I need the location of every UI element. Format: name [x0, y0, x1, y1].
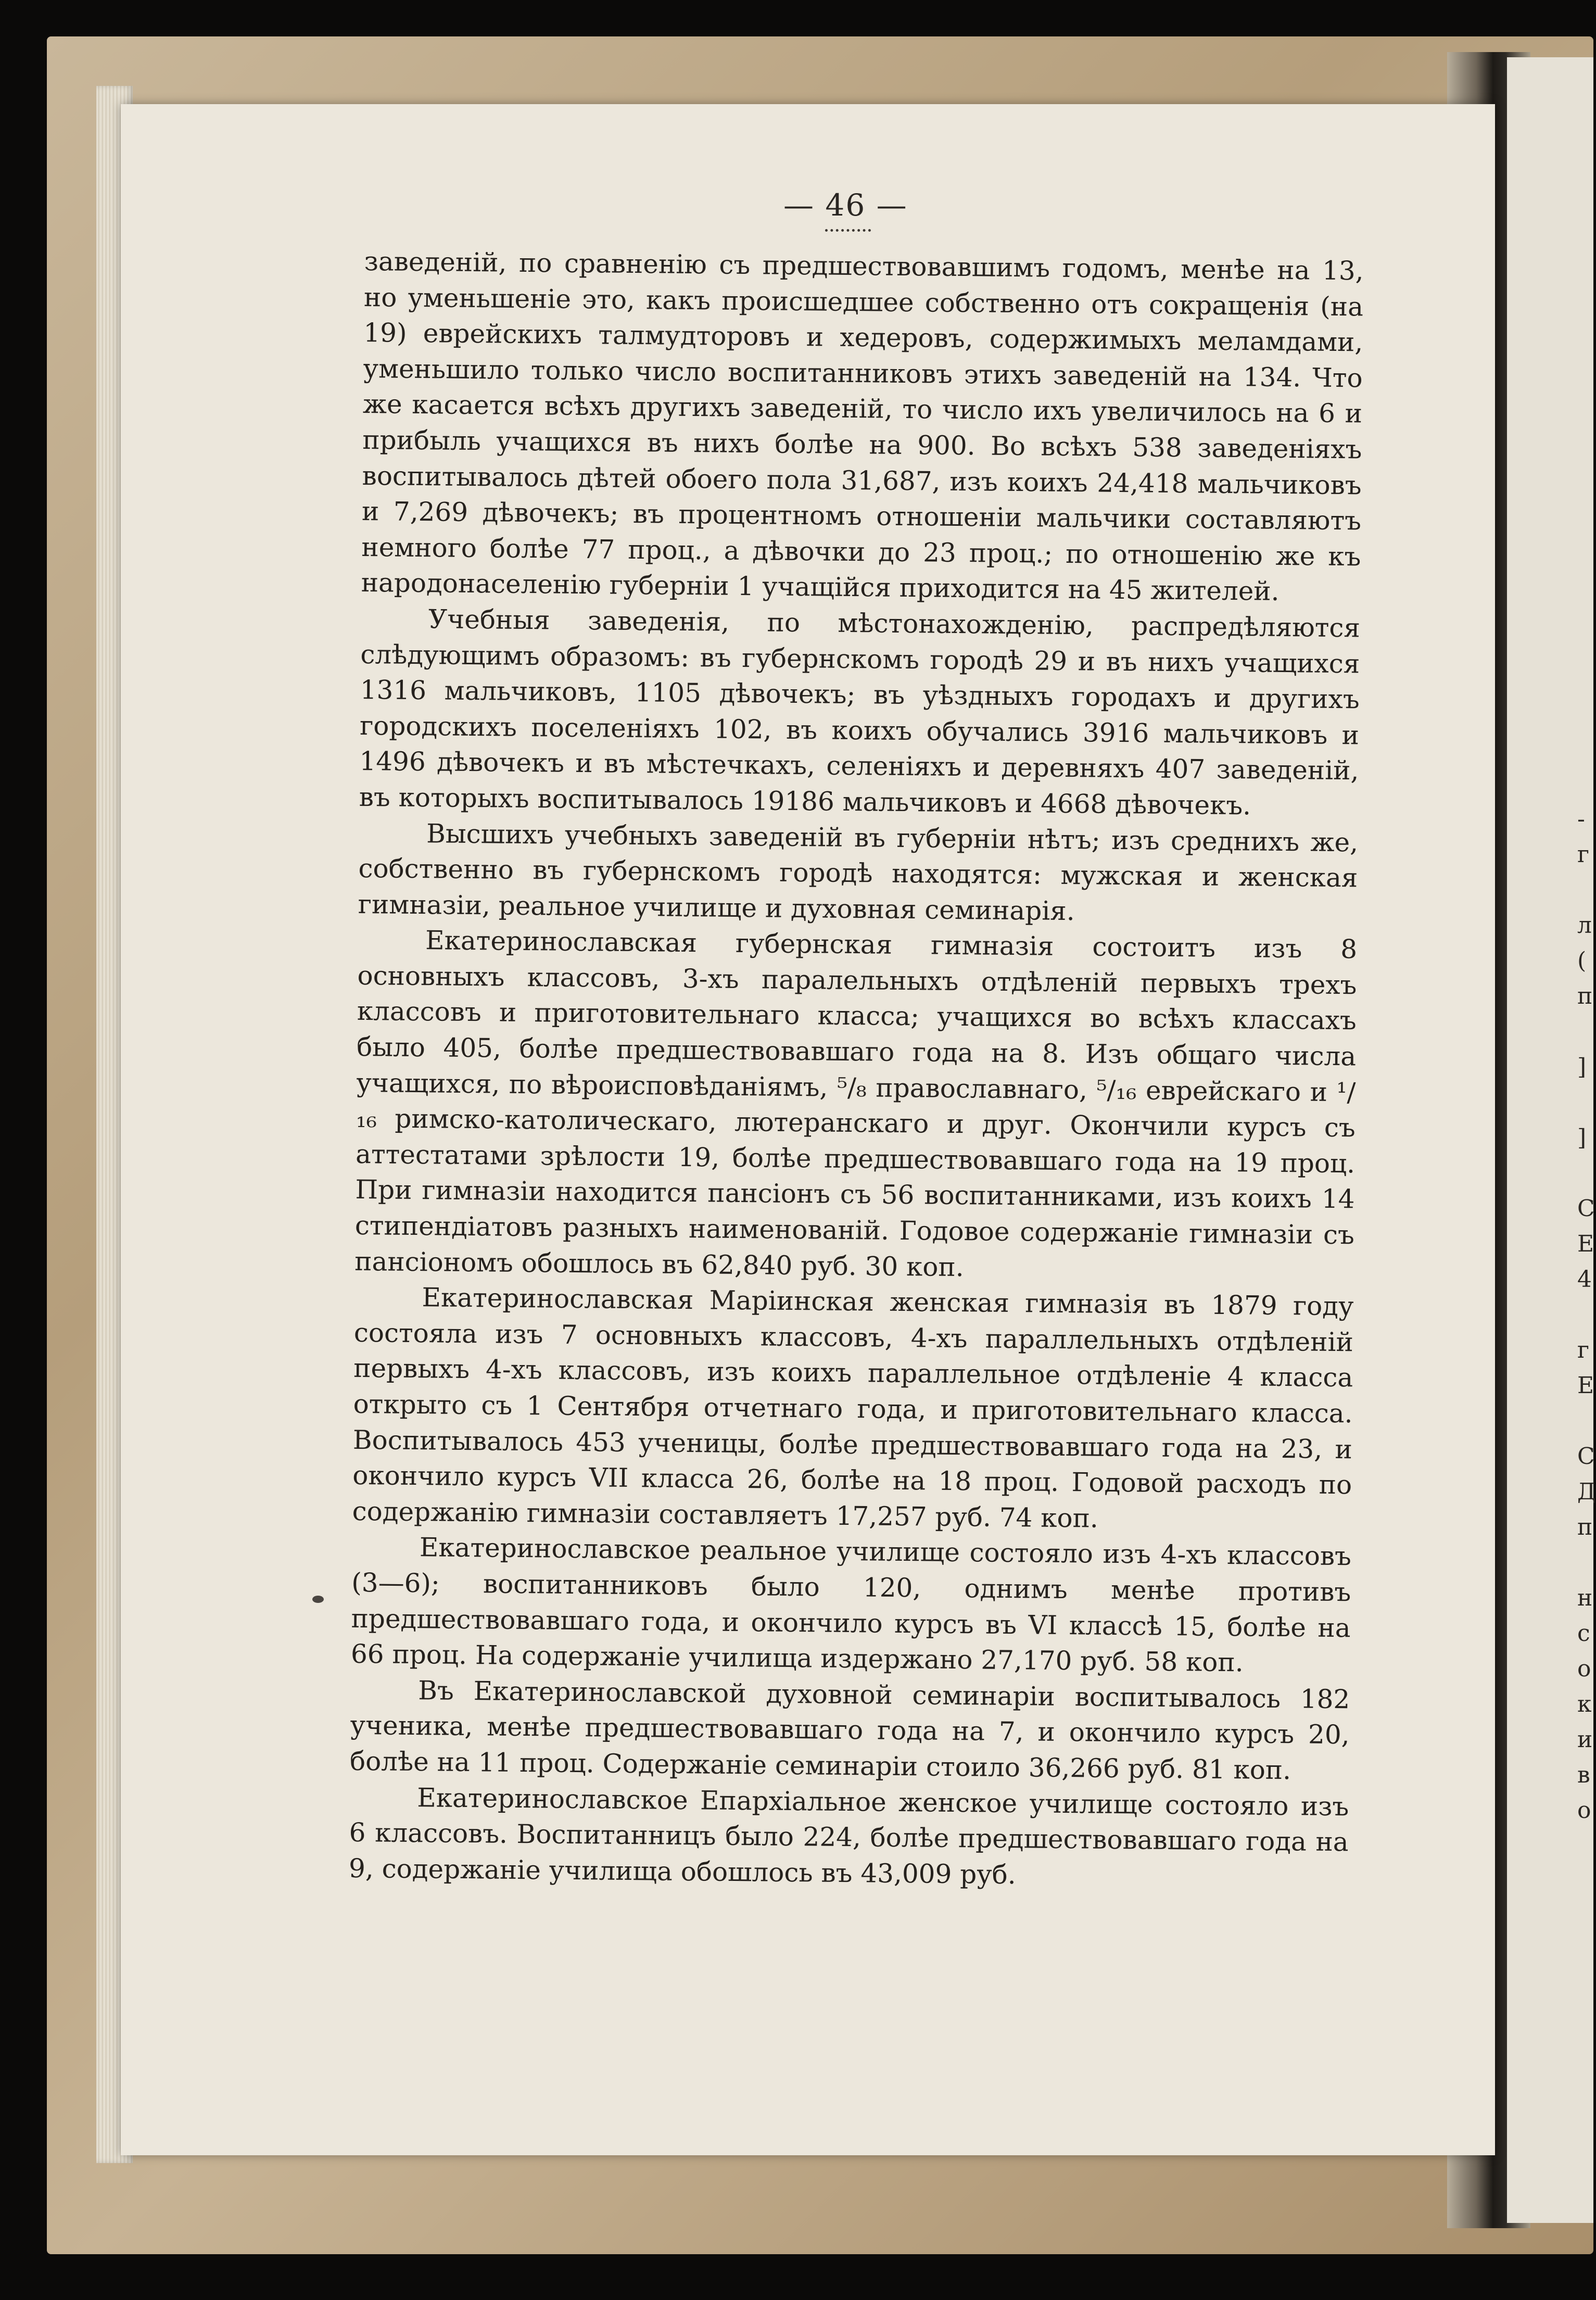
paragraph: Высшихъ учебныхъ заведеній въ губерніи нѣтъ; изъ среднихъ же, собственно въ губернскомъ городѣ находятся: мужская и женская гимназіи, реальное училище и духовная семинарія. — [358, 818, 1359, 926]
facing-page-fragment: - — [1577, 806, 1585, 832]
facing-page-fragment: п — [1577, 1514, 1593, 1540]
paragraph: Екатеринославское реальное училище состояло изъ 4-хъ классовъ (3—6); воспитанниковъ было 120, однимъ менѣе противъ предшествовавшаго года, и окончило курсъ въ VI классѣ 15, болѣе на 66 проц. На содержаніе училища издержано 27,170 руб. 58 коп. — [350, 1532, 1352, 1678]
paragraph: Екатеринославское Епархіальное женское училище состояло изъ 6 классовъ. Воспитанницъ было 224, болѣе предшествовавшаго года на 9, содержаніе училища обошлось въ 43,009 руб. — [348, 1782, 1349, 1890]
facing-page-fragment — [1577, 1014, 1593, 1050]
facing-page-fragment: г — [1577, 1337, 1590, 1363]
facing-page-fragment — [1577, 1156, 1593, 1191]
facing-page-fragment — [1577, 1085, 1593, 1120]
facing-page-fragment — [1577, 1404, 1593, 1439]
facing-page-fragment: Е — [1577, 1231, 1594, 1257]
paragraph: Екатеринославская губернская гимназія состоитъ изъ 8 основныхъ классовъ, 3-хъ паралельныхъ отдѣленій первыхъ трехъ классовъ и приготовительнаго класса; учащихся во всѣхъ классахъ было 405, болѣе предшествовавшаго года на 8. Изъ общаго числа учащихся, по вѣроисповѣданіямъ, ⁵/₈ православнаго, ⁵/₁₆ еврейскаго и ¹/₁₆ римско-католическаго, лютеранскаго и друг. Окончили курсъ съ аттестатами зрѣлости 19, болѣе предшествовавшаго года на 19 проц. При гимназіи находится пансіонъ съ 56 воспитанниками, изъ коихъ 14 стипендіатовъ разныхъ наименованій. Годовое содержаніе гимназіи съ пансіономъ обошлось въ 62,840 руб. 30 коп. — [354, 925, 1358, 1282]
facing-page-fragment: н — [1577, 1585, 1593, 1611]
facing-page-fragment: ( — [1577, 947, 1587, 974]
facing-page-fragment: С — [1577, 1195, 1595, 1222]
facing-page-fragment: и — [1577, 1726, 1593, 1753]
facing-page-fragment: 4 — [1577, 1266, 1592, 1293]
paragraph: заведеній, по сравненію съ предшествовавшимъ годомъ, менѣе на 13, но уменьшеніе это, какъ происшедшее собственно отъ сокращенія (на 19) еврейскихъ талмудторовъ и хедеровъ, содержимыхъ меламдами, уменьшило только число воспитанниковъ этихъ заведеній на 134. Что же касается всѣхъ другихъ заведеній, то число ихъ увеличилось на 6 и прибыль учащихся въ нихъ болѣе на 900. Во всѣхъ 538 заведеніяхъ воспитывалось дѣтей обоего пола 31,687, изъ коихъ 24,418 мальчиковъ и 7,269 дѣвочекъ; въ процентномъ отношеніи мальчики составляютъ немного болѣе 77 проц., а дѣвочки до 23 проц.; по отношенію же къ народонаселенію губерніи 1 учащійся приходится на 45 жителей. — [361, 246, 1364, 607]
page-number: — 46 — — [783, 187, 908, 223]
facing-page-fragments — [1577, 802, 1596, 1828]
facing-page-fragment — [1577, 1545, 1593, 1581]
page-text — [349, 244, 1364, 1896]
facing-page-fragment: ] — [1577, 1124, 1587, 1151]
facing-page-fragment: к — [1577, 1691, 1592, 1717]
facing-page-fragment: о — [1577, 1656, 1591, 1682]
facing-page-fragment: ] — [1577, 1054, 1587, 1080]
facing-page-fragment: Е — [1577, 1372, 1594, 1399]
facing-page-fragment: о — [1577, 1797, 1591, 1824]
facing-page-fragment: в — [1577, 1762, 1590, 1788]
facing-page-fragment: С — [1577, 1443, 1595, 1470]
paragraph: Учебныя заведенія, по мѣстонахожденію, распредѣляются слѣдующимъ образомъ: въ губернскомъ городѣ 29 и въ нихъ учащихся 1316 мальчиковъ, 1105 дѣвочекъ; въ уѣздныхъ городахъ и другихъ городскихъ поселеніяхъ 102, въ коихъ обучались 3916 мальчиковъ и 1496 дѣвочекъ и въ мѣстечкахъ, селеніяхъ и деревняхъ 407 заведеній, въ которыхъ воспитывалось 19186 мальчиковъ и 4668 дѣвочекъ. — [359, 604, 1361, 821]
facing-page-fragment — [1577, 1297, 1593, 1333]
facing-page-fragment: п — [1577, 983, 1593, 1009]
facing-page-fragment: л — [1577, 912, 1592, 939]
paragraph: Екатеринославская Маріинская женская гимназія въ 1879 году состояла изъ 7 основныхъ классовъ, 4-хъ параллельныхъ отдѣленій первыхъ 4-хъ классовъ, изъ коихъ параллельное отдѣленіе 4 класса открыто съ 1 Сентября отчетнаго года, и приготовительнаго класса. Воспитывалось 453 ученицы, болѣе предшествовавшаго года на 23, и окончило курсъ VII класса 26, болѣе на 18 проц. Годовой расходъ по содержанію гимназіи составляетъ 17,257 руб. 74 коп. — [352, 1282, 1354, 1534]
facing-page-fragment: Д — [1577, 1478, 1596, 1505]
facing-page-fragment — [1577, 873, 1593, 908]
paragraph: Въ Екатеринославской духовной семинаріи воспитывалось 182 ученика, менѣе предшествовавшаго года на 7, и окончило курсъ 20, болѣе на 11 проц. Содержаніе семинаріи стоило 36,266 руб. 81 коп. — [349, 1675, 1350, 1786]
ink-spot — [312, 1596, 324, 1603]
page-number-underline — [825, 229, 871, 232]
facing-page-fragment: с — [1577, 1620, 1590, 1647]
facing-page-fragment: г — [1577, 841, 1590, 868]
